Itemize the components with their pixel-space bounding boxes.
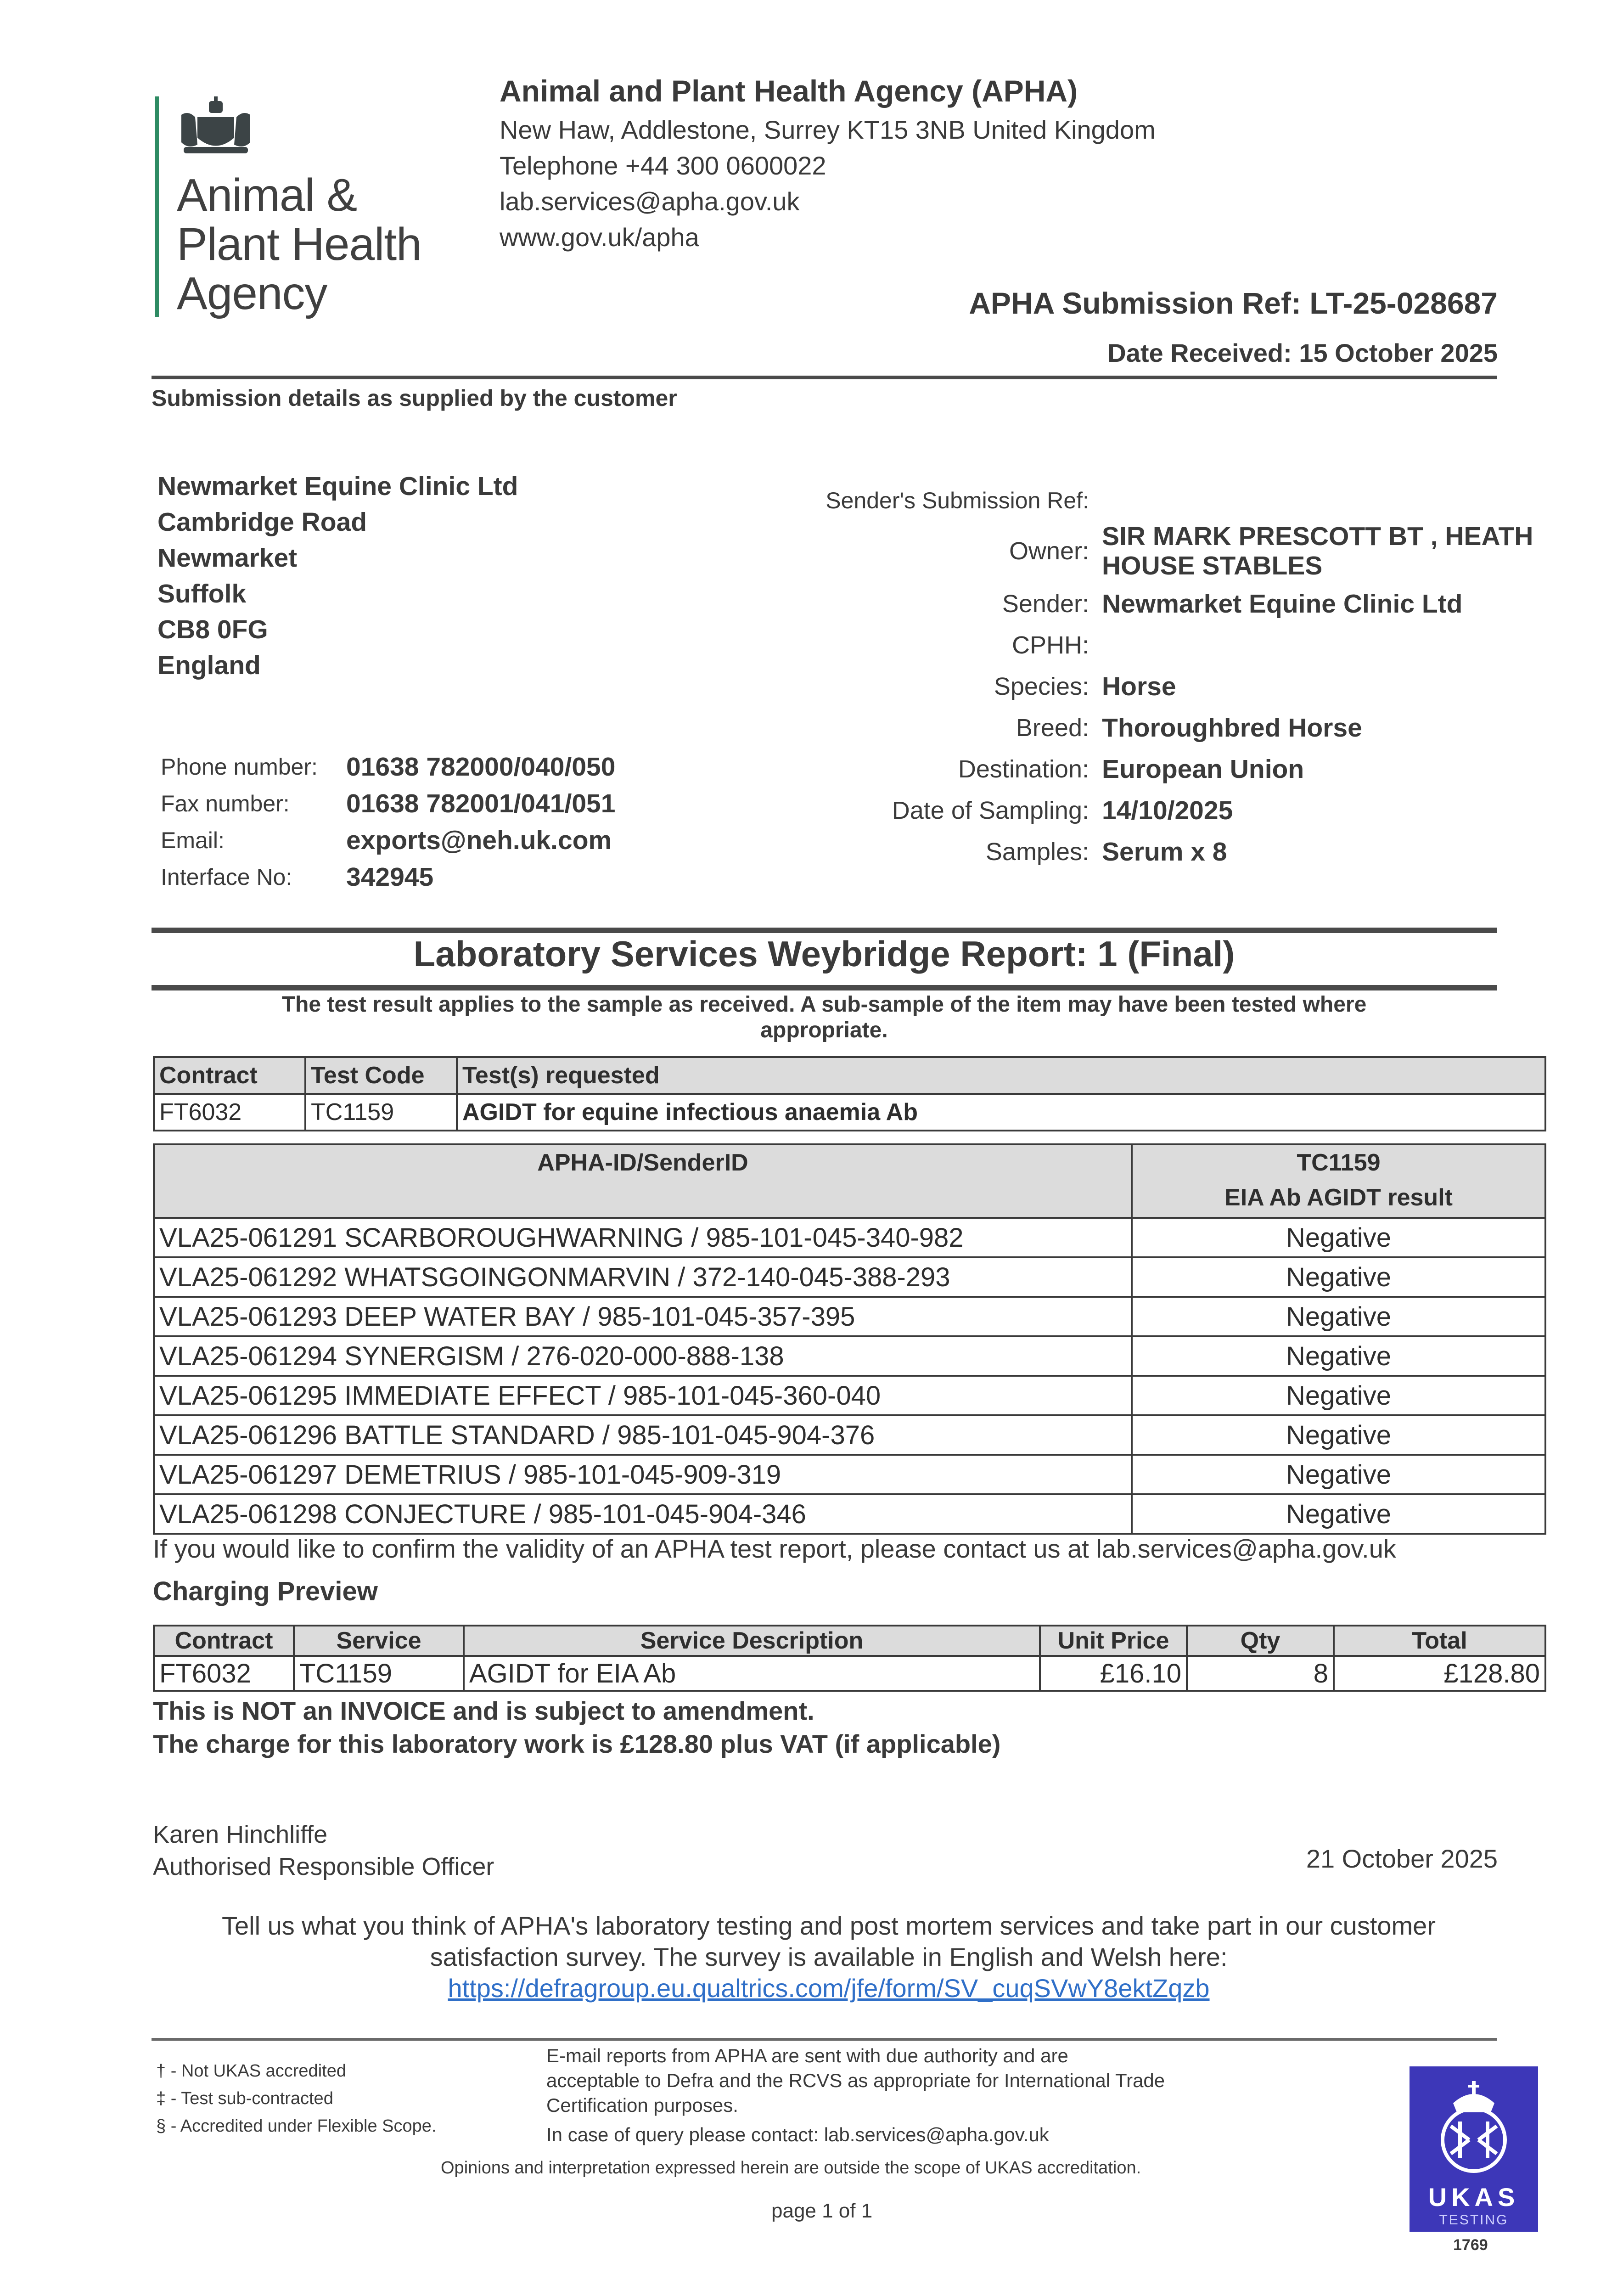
report-divider-top xyxy=(152,928,1497,933)
logo-line: Agency xyxy=(177,268,327,319)
agency-logo-wordmark xyxy=(177,171,421,318)
detail-label: Breed: xyxy=(1016,714,1089,742)
contact-phone xyxy=(161,748,615,785)
report-date: 21 October 2025 xyxy=(1306,1844,1498,1873)
legend-item: § - Accredited under Flexible Scope. xyxy=(156,2116,437,2136)
submission-caption: Submission details as supplied by the customer xyxy=(152,385,677,411)
detail-date-of-sampling xyxy=(781,790,1589,831)
table-row xyxy=(154,1336,1545,1376)
cell-sample-id: VLA25-061295 IMMEDIATE EFFECT / 985-101-045-360-040 xyxy=(154,1376,1132,1415)
signatory-role: Authorised Responsible Officer xyxy=(153,1853,494,1880)
report-note xyxy=(193,992,1455,1043)
table-row xyxy=(154,1494,1545,1534)
col-contract: Contract xyxy=(154,1626,294,1656)
col-result-code: TC1159 xyxy=(1297,1149,1381,1176)
contact-label: Fax number: xyxy=(161,791,290,816)
charge-summary-text: The charge for this laboratory work is £128.80 plus VAT (if applicable) xyxy=(153,1729,1001,1758)
table-row xyxy=(154,1376,1545,1415)
address-line: CB8 0FG xyxy=(157,615,268,644)
cell-service: TC1159 xyxy=(294,1656,464,1691)
contact-value: 342945 xyxy=(346,862,434,892)
cell-sample-id: VLA25-061291 SCARBOROUGHWARNING / 985-101-045-340-982 xyxy=(154,1218,1132,1257)
detail-label: Date of Sampling: xyxy=(892,797,1089,824)
address-line: Newmarket Equine Clinic Ltd xyxy=(157,472,518,501)
col-result-name: EIA Ab AGIDT result xyxy=(1224,1184,1453,1211)
results-table xyxy=(153,1143,1546,1535)
col-contract: Contract xyxy=(154,1057,305,1094)
email-report-note xyxy=(546,2043,1327,2147)
ukas-opinions-note: Opinions and interpretation expressed herein are outside the scope of UKAS accreditation. xyxy=(441,2158,1141,2178)
detail-cphh xyxy=(781,625,1589,666)
table-header-row xyxy=(154,1057,1545,1094)
cell-unit-price: £16.10 xyxy=(1040,1656,1187,1691)
cell-result: Negative xyxy=(1132,1336,1545,1376)
detail-value xyxy=(1102,522,1533,580)
table-row xyxy=(154,1257,1545,1297)
cell-result: Negative xyxy=(1132,1415,1545,1455)
contact-fax xyxy=(161,785,615,822)
col-service-description: Service Description xyxy=(464,1626,1040,1656)
charging-table xyxy=(153,1625,1546,1692)
cell-sample-id: VLA25-061293 DEEP WATER BAY / 985-101-045-357-395 xyxy=(154,1297,1132,1336)
submission-details xyxy=(781,482,1589,872)
table-row xyxy=(154,1415,1545,1455)
ukas-testing-label: TESTING xyxy=(1439,2212,1509,2228)
detail-breed xyxy=(781,707,1589,748)
cell-result: Negative xyxy=(1132,1455,1545,1494)
footer-divider xyxy=(152,2038,1497,2041)
report-title: Laboratory Services Weybridge Report: 1 (Final) xyxy=(413,934,1235,974)
cell-result: Negative xyxy=(1132,1494,1545,1534)
cell-result: Negative xyxy=(1132,1376,1545,1415)
legend-item: † - Not UKAS accredited xyxy=(156,2061,346,2081)
cell-test-code: TC1159 xyxy=(305,1094,457,1131)
table-row xyxy=(154,1455,1545,1494)
owner-line: HOUSE STABLES xyxy=(1102,551,1323,580)
cell-result: Negative xyxy=(1132,1218,1545,1257)
detail-owner xyxy=(781,519,1589,583)
email-note-line: Certification purposes. xyxy=(546,2094,738,2116)
logo-line: Plant Health xyxy=(177,219,421,270)
address-line: Suffolk xyxy=(157,579,247,608)
contact-label: Phone number: xyxy=(161,754,318,780)
col-total: Total xyxy=(1334,1626,1545,1656)
cell-contract: FT6032 xyxy=(154,1656,294,1691)
owner-line: SIR MARK PRESCOTT BT , HEATH xyxy=(1102,522,1533,551)
detail-label: Sender's Submission Ref: xyxy=(826,488,1089,513)
contact-value: 01638 782001/041/051 xyxy=(346,789,616,818)
address-line: England xyxy=(157,651,261,680)
ukas-testing-badge xyxy=(1410,2066,1538,2232)
address-line: Newmarket xyxy=(157,543,298,573)
detail-value: Thoroughbred Horse xyxy=(1102,713,1362,743)
detail-label: Species: xyxy=(994,673,1089,700)
detail-value: 14/10/2025 xyxy=(1102,796,1233,825)
detail-sender xyxy=(781,583,1589,625)
detail-value: European Union xyxy=(1102,754,1304,784)
detail-label: Samples: xyxy=(985,838,1089,866)
agency-website[interactable]: www.gov.uk/apha xyxy=(500,223,699,252)
ukas-crown-icon xyxy=(1410,2066,1538,2181)
royal-coat-of-arms-icon xyxy=(170,96,262,165)
detail-label: Destination: xyxy=(958,755,1089,783)
col-test-code: Test Code xyxy=(305,1057,457,1094)
cell-sample-id: VLA25-061296 BATTLE STANDARD / 985-101-045-904-376 xyxy=(154,1415,1132,1455)
customer-address xyxy=(157,468,518,683)
logo-line: Animal & xyxy=(177,169,357,221)
submission-ref: APHA Submission Ref: LT-25-028687 xyxy=(969,286,1498,320)
detail-destination xyxy=(781,748,1589,790)
ukas-accreditation-number: 1769 xyxy=(1453,2236,1488,2254)
detail-label: Sender: xyxy=(1002,590,1089,618)
survey-text-line: satisfaction survey. The survey is available in English and Welsh here: xyxy=(430,1942,1228,1971)
email-note-line: E-mail reports from APHA are sent with due authority and are xyxy=(546,2045,1068,2066)
cell-contract: FT6032 xyxy=(154,1094,305,1131)
contact-value: 01638 782000/040/050 xyxy=(346,752,616,782)
signatory-block xyxy=(153,1818,494,1883)
agency-telephone: Telephone +44 300 0600022 xyxy=(500,151,826,180)
header-divider xyxy=(152,376,1497,379)
contact-label: Email: xyxy=(161,827,225,853)
cell-test-description: AGIDT for equine infectious anaemia Ab xyxy=(457,1094,1545,1131)
col-qty: Qty xyxy=(1187,1626,1334,1656)
col-apha-id: APHA-ID/SenderID xyxy=(154,1144,1132,1218)
agency-email[interactable]: lab.services@apha.gov.uk xyxy=(500,187,800,216)
survey-link[interactable]: https://defragroup.eu.qualtrics.com/jfe/form/SV_cuqSVwY8ektZqzb xyxy=(448,1974,1210,2003)
detail-samples xyxy=(781,831,1589,872)
contact-interface xyxy=(161,859,615,895)
address-line: Cambridge Road xyxy=(157,507,367,537)
page-number: page 1 of 1 xyxy=(771,2200,873,2222)
not-invoice-text: This is NOT an INVOICE and is subject to amendment. xyxy=(153,1696,814,1725)
table-row xyxy=(154,1094,1545,1131)
col-tests-requested: Test(s) requested xyxy=(457,1057,1545,1094)
detail-senders-ref xyxy=(781,482,1589,519)
validity-note: If you would like to confirm the validity of an APHA test report, please contact us at lab.services@apha.gov.uk xyxy=(153,1534,1396,1563)
report-note-line: The test result applies to the sample as received. A sub-sample of the item may have been tested where xyxy=(281,992,1367,1017)
detail-species xyxy=(781,666,1589,707)
query-contact: In case of query please contact: lab.services@apha.gov.uk xyxy=(546,2124,1049,2145)
customer-contacts xyxy=(161,748,615,895)
contact-email xyxy=(161,822,615,859)
detail-value: Horse xyxy=(1102,672,1176,701)
cell-sample-id: VLA25-061298 CONJECTURE / 985-101-045-904-346 xyxy=(154,1494,1132,1534)
accreditation-legend xyxy=(156,2057,436,2140)
table-header-row xyxy=(154,1144,1545,1218)
table-row xyxy=(154,1218,1545,1257)
survey-text-line: Tell us what you think of APHA's laboratory testing and post mortem services and take part in our customer xyxy=(222,1911,1436,1940)
detail-value: Newmarket Equine Clinic Ltd xyxy=(1102,589,1463,619)
col-result xyxy=(1132,1144,1545,1218)
date-received: Date Received: 15 October 2025 xyxy=(1107,338,1498,367)
table-row xyxy=(154,1297,1545,1336)
cell-service-description: AGIDT for EIA Ab xyxy=(464,1656,1040,1691)
survey-invitation xyxy=(152,1910,1506,2004)
email-note-line: acceptable to Defra and the RCVS as appropriate for International Trade xyxy=(546,2070,1165,2091)
table-header-row xyxy=(154,1626,1545,1656)
col-unit-price: Unit Price xyxy=(1040,1626,1187,1656)
report-divider-bottom xyxy=(152,985,1497,990)
legend-item: ‡ - Test sub-contracted xyxy=(156,2089,333,2108)
agency-address: New Haw, Addlestone, Surrey KT15 3NB United Kingdom xyxy=(500,115,1156,144)
detail-label: Owner: xyxy=(1009,537,1089,565)
brand-bar xyxy=(155,96,159,317)
cell-qty: 8 xyxy=(1187,1656,1334,1691)
report-note-line: appropriate. xyxy=(760,1018,888,1042)
cell-sample-id: VLA25-061292 WHATSGOINGONMARVIN / 372-140-045-388-293 xyxy=(154,1257,1132,1297)
detail-label: CPHH: xyxy=(1011,631,1089,659)
cell-total: £128.80 xyxy=(1334,1656,1545,1691)
invoice-note xyxy=(153,1694,1000,1761)
cell-result: Negative xyxy=(1132,1297,1545,1336)
signatory-name: Karen Hinchliffe xyxy=(153,1821,328,1848)
col-service: Service xyxy=(294,1626,464,1656)
table-row xyxy=(154,1656,1545,1691)
charging-preview-title: Charging Preview xyxy=(153,1576,378,1606)
contact-value[interactable]: exports@neh.uk.com xyxy=(346,826,612,855)
cell-sample-id: VLA25-061294 SYNERGISM / 276-020-000-888-138 xyxy=(154,1336,1132,1376)
agency-name: Animal and Plant Health Agency (APHA) xyxy=(500,74,1078,108)
ukas-wordmark: UKAS xyxy=(1428,2183,1520,2212)
cell-sample-id: VLA25-061297 DEMETRIUS / 985-101-045-909-319 xyxy=(154,1455,1132,1494)
detail-value: Serum x 8 xyxy=(1102,837,1227,867)
contact-label: Interface No: xyxy=(161,864,292,890)
cell-result: Negative xyxy=(1132,1257,1545,1297)
tests-requested-table xyxy=(153,1056,1546,1131)
